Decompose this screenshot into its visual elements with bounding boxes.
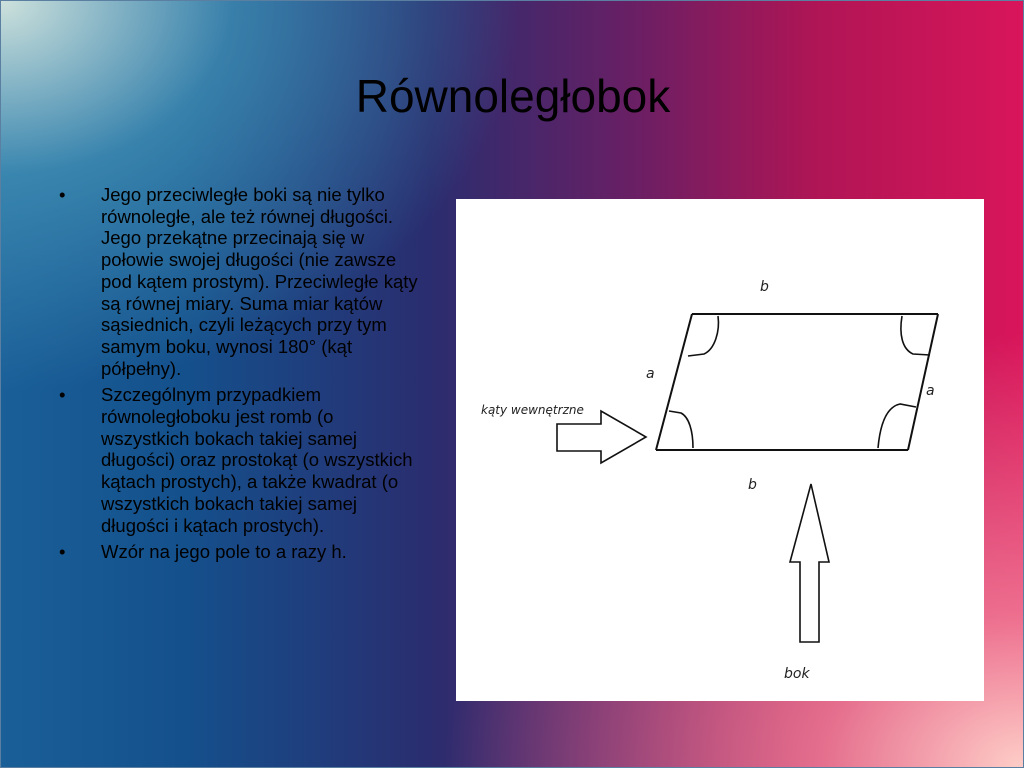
label-angles: kąty wewnętrzne: [481, 403, 584, 417]
bullet-item: [59, 384, 424, 536]
bullet-item: [59, 184, 424, 379]
arrow-up-icon: [790, 484, 829, 642]
label-side: bok: [784, 666, 810, 682]
bullet-icon: •: [59, 541, 66, 563]
side-a-right: [908, 314, 938, 450]
arrow-right-icon: [557, 411, 646, 463]
parallelogram-figure: [456, 199, 984, 701]
angle-arc-bottom-left: [669, 411, 693, 448]
bullet-item: [59, 541, 424, 563]
slide-title: Równoległobok: [355, 70, 671, 122]
bullet-icon: •: [59, 384, 66, 406]
bullet-icon: •: [59, 184, 66, 205]
parallelogram-diagram: [456, 199, 984, 701]
angle-arc-top-left: [688, 316, 718, 356]
side-a-left: [656, 314, 692, 450]
label-a-left: a: [646, 366, 655, 382]
bullet-text: Wzór na jego pole to a razy h.: [101, 541, 347, 563]
bullet-text: Szczególnym przypadkiem równoległoboku jest romb (o wszystkich bokach takiej samej długości) oraz prostokąt (o wszystkich kątach prostych), a także kwadrat (o wszystkich bokach takiej samej długości i kątach prostych).: [101, 384, 413, 536]
label-a-right: a: [926, 383, 935, 399]
label-b-top: b: [760, 279, 769, 295]
angle-arc-top-right: [901, 316, 930, 355]
bullet-list: [59, 184, 424, 568]
label-b-bottom: b: [748, 477, 757, 493]
bullet-text: Jego przeciwległe boki są nie tylko równoległe, ale też równej długości. Jego przekątne przecinają się w połowie swojej długości (nie zawsze pod kątem prostym). Przeciwległe kąty są równej miary. Suma miar kątów sąsiednich, czyli leżących przy tym samym boku, wynosi 180° (kąt półpełny).: [101, 184, 418, 379]
